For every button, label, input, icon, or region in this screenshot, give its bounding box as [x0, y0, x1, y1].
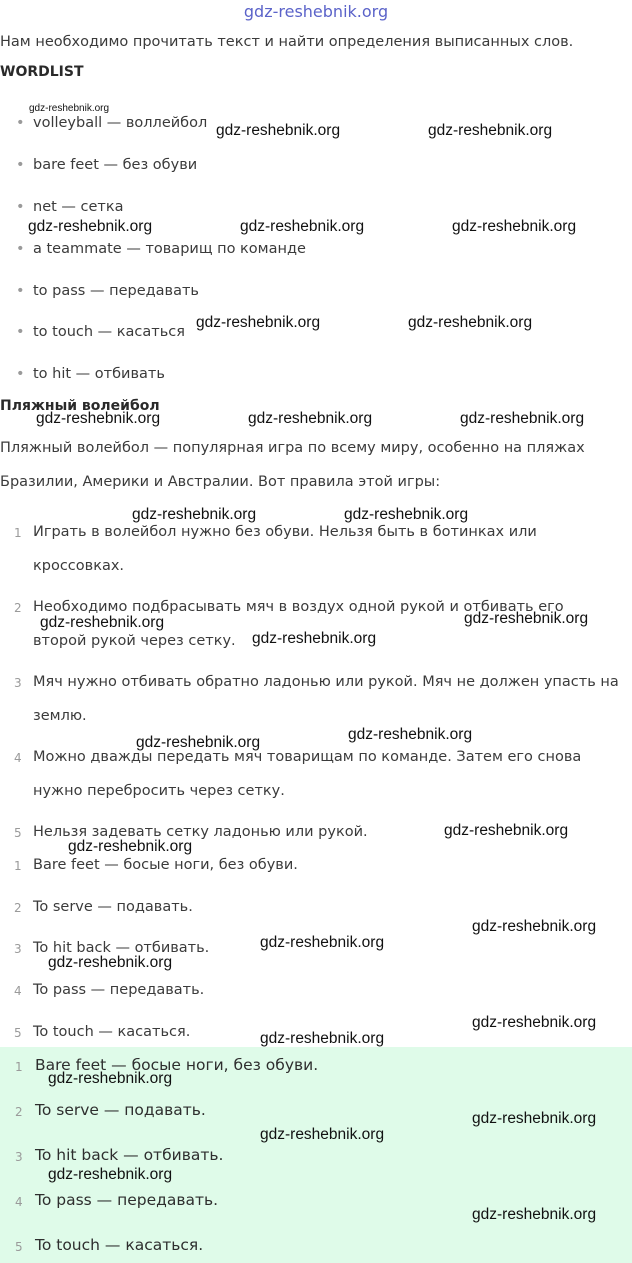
rule-line: Играть в волейбол нужно без обуви. Нельзя быть в ботинках или — [33, 524, 537, 540]
answer-number: 2 — [14, 901, 22, 915]
answer-number: 1 — [15, 1060, 23, 1074]
watermark: gdz-reshebnik.org — [240, 218, 365, 235]
intro-text: Нам необходимо прочитать текст и найти определения выписанных слов. — [0, 34, 574, 50]
watermark: gdz-reshebnik.org — [348, 726, 473, 743]
wordlist-item: a teammate — товарищ по команде — [33, 241, 306, 257]
wordlist-item: to touch — касаться — [33, 324, 185, 340]
wordlist-item: to hit — отбивать — [33, 366, 165, 382]
watermark: gdz-reshebnik.org — [464, 610, 589, 627]
section-title: Пляжный волейбол — [0, 398, 160, 414]
rule-line: кроссовках. — [33, 558, 125, 574]
watermark: gdz-reshebnik.org — [472, 1206, 597, 1223]
rule-number: 2 — [14, 601, 22, 615]
watermark: gdz-reshebnik.org — [36, 410, 161, 427]
bullet-icon: • — [16, 324, 25, 340]
answer-number: 5 — [14, 1026, 22, 1040]
rule-number: 3 — [14, 676, 22, 690]
rule-number: 5 — [14, 826, 22, 840]
rule-line: Можно дважды передать мяч товарищам по команде. Затем его снова — [33, 749, 582, 765]
answer-item: To touch — касаться. — [35, 1236, 204, 1254]
answer-number: 2 — [15, 1105, 23, 1119]
answer-number: 1 — [14, 859, 22, 873]
paragraph-line: Пляжный волейбол — популярная игра по всему миру, особенно на пляжах — [0, 440, 585, 456]
watermark: gdz-reshebnik.org — [136, 734, 261, 751]
answer-number: 4 — [15, 1195, 23, 1209]
answer-item: To pass — передавать. — [35, 1191, 219, 1209]
watermark: gdz-reshebnik.org — [48, 1166, 173, 1183]
paragraph-line: Бразилии, Америки и Австралии. Вот правила этой игры: — [0, 474, 441, 490]
wordlist-item: bare feet — без обуви — [33, 157, 198, 173]
answer-number: 4 — [14, 984, 22, 998]
rule-number: 1 — [14, 526, 22, 540]
watermark: gdz-reshebnik.org — [68, 838, 193, 855]
watermark: gdz-reshebnik.org — [48, 954, 173, 971]
watermark: gdz-reshebnik.org — [48, 1070, 173, 1087]
rule-line: землю. — [33, 708, 87, 724]
watermark: gdz-reshebnik.org — [428, 122, 553, 139]
wordlist-item: to pass — передавать — [33, 283, 199, 299]
answer-item: To hit back — отбивать. — [35, 1146, 224, 1164]
watermark: gdz-reshebnik.org — [196, 314, 321, 331]
answer-number: 3 — [15, 1150, 23, 1164]
answer-item: To touch — касаться. — [33, 1024, 191, 1040]
site-header-link[interactable]: gdz-reshebnik.org — [243, 2, 389, 21]
bullet-icon: • — [16, 115, 25, 131]
watermark: gdz-reshebnik.org — [460, 410, 585, 427]
watermark: gdz-reshebnik.org — [260, 1126, 385, 1143]
rule-line: второй рукой через сетку. — [33, 633, 236, 649]
bullet-icon: • — [16, 157, 25, 173]
watermark: gdz-reshebnik.org — [28, 218, 153, 235]
watermark: gdz-reshebnik.org — [248, 410, 373, 427]
watermark: gdz-reshebnik.org — [472, 918, 597, 935]
bullet-icon: • — [16, 199, 25, 215]
bullet-icon: • — [16, 366, 25, 382]
wordlist-item: net — сетка — [33, 199, 124, 215]
watermark: gdz-reshebnik.org — [452, 218, 577, 235]
answer-item: To hit back — отбивать. — [33, 940, 210, 956]
watermark: gdz-reshebnik.org — [444, 822, 569, 839]
rule-line: Необходимо подбрасывать мяч в воздух одной рукой и отбивать его — [33, 599, 564, 615]
rule-line: нужно перебросить через сетку. — [33, 783, 285, 799]
watermark: gdz-reshebnik.org — [472, 1110, 597, 1127]
bullet-icon: • — [16, 283, 25, 299]
watermark: gdz-reshebnik.org — [29, 103, 110, 114]
answer-item: To pass — передавать. — [33, 982, 205, 998]
answer-item: Bare feet — босые ноги, без обуви. — [33, 857, 298, 873]
rule-line: Мяч нужно отбивать обратно ладонью или рукой. Мяч не должен упасть на — [33, 674, 619, 690]
answer-number: 5 — [15, 1240, 23, 1254]
bullet-icon: • — [16, 241, 25, 257]
rule-line: Нельзя задевать сетку ладонью или рукой. — [33, 824, 368, 840]
answer-item: To serve — подавать. — [33, 899, 193, 915]
watermark: gdz-reshebnik.org — [216, 122, 341, 139]
watermark: gdz-reshebnik.org — [40, 614, 165, 631]
watermark: gdz-reshebnik.org — [252, 630, 377, 647]
watermark: gdz-reshebnik.org — [260, 934, 385, 951]
answer-item: Bare feet — босые ноги, без обуви. — [35, 1056, 319, 1074]
watermark: gdz-reshebnik.org — [472, 1014, 597, 1031]
wordlist-item: volleyball — воллейбол — [33, 115, 208, 131]
watermark: gdz-reshebnik.org — [260, 1030, 385, 1047]
answer-item: To serve — подавать. — [35, 1101, 206, 1119]
watermark: gdz-reshebnik.org — [408, 314, 533, 331]
answer-number: 3 — [14, 942, 22, 956]
watermark: gdz-reshebnik.org — [132, 506, 257, 523]
watermark: gdz-reshebnik.org — [344, 506, 469, 523]
rule-number: 4 — [14, 751, 22, 765]
wordlist-title: WORDLIST — [0, 64, 84, 80]
